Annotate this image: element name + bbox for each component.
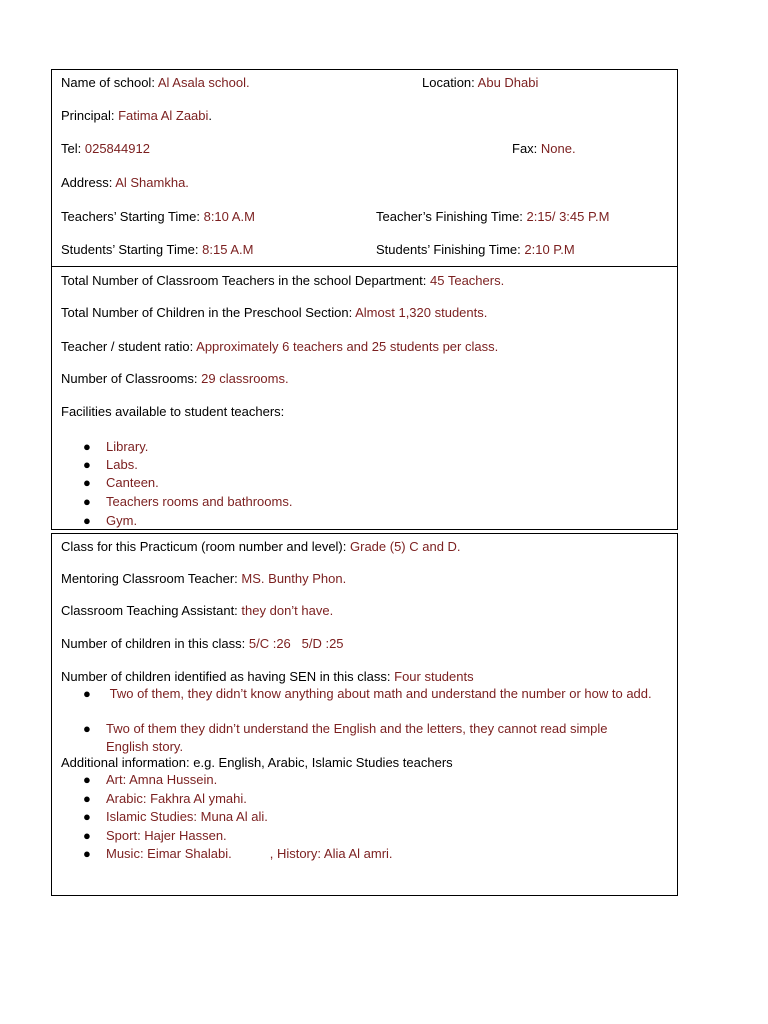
location-value: Abu Dhabi — [477, 75, 539, 90]
total-teachers-field — [61, 273, 504, 289]
fax-field — [512, 141, 576, 157]
teachers-start-field — [61, 209, 255, 225]
principal-value: Fatima Al Zaabi — [118, 108, 209, 123]
teachers-start-value: 8:10 A.M — [203, 209, 255, 224]
bullet-icon: ● — [83, 457, 91, 472]
practicum-info-box — [51, 533, 678, 896]
students-start-label: Students’ Starting Time: — [61, 242, 199, 257]
bullet-icon: ● — [83, 791, 91, 806]
bullet-icon: ● — [83, 513, 91, 528]
ratio-label: Teacher / student ratio: — [61, 339, 194, 354]
school-name-value: Al Asala school. — [157, 75, 250, 90]
teachers-finish-field — [376, 209, 609, 225]
bullet-icon: ● — [83, 809, 91, 824]
class-field — [61, 539, 461, 555]
location-field — [422, 75, 538, 91]
sen-item — [83, 720, 651, 755]
teacher-item — [83, 827, 666, 845]
school-info-box — [51, 69, 678, 267]
teachers-finish-value: 2:15/ 3:45 P.M — [526, 209, 610, 224]
bullet-icon: ● — [83, 721, 91, 736]
classrooms-value: 29 classrooms. — [201, 371, 289, 386]
facility-item — [83, 512, 666, 528]
tel-label: Tel: — [61, 141, 82, 156]
fax-label: Fax: — [512, 141, 538, 156]
assistant-value: they don’t have. — [241, 603, 334, 618]
mentor-label: Mentoring Classroom Teacher: — [61, 571, 238, 586]
facility-labs: Labs. — [106, 457, 138, 472]
ratio-value: Approximately 6 teachers and 25 students per class. — [196, 339, 499, 354]
classrooms-label: Number of Classrooms: — [61, 371, 198, 386]
bullet-icon: ● — [83, 846, 91, 861]
sen-item — [83, 685, 666, 703]
total-children-field — [61, 305, 487, 321]
tel-field — [61, 141, 150, 157]
facility-item — [83, 493, 666, 511]
teacher-islamic: Islamic Studies: Muna Al ali. — [106, 809, 268, 824]
students-finish-field — [376, 242, 575, 258]
total-teachers-value: 45 Teachers. — [430, 273, 505, 288]
teacher-item — [83, 845, 666, 863]
address-value: Al Shamkha. — [115, 175, 189, 190]
bullet-icon: ● — [83, 494, 91, 509]
tel-value: 025844912 — [84, 141, 150, 156]
class-value: Grade (5) C and D. — [350, 539, 461, 554]
fax-value: None. — [540, 141, 576, 156]
sen-label: Number of children identified as having SEN in this class: — [61, 669, 391, 684]
facility-canteen: Canteen. — [106, 475, 159, 490]
teacher-arabic: Arabic: Fakhra Al ymahi. — [106, 791, 247, 806]
facility-library: Library. — [106, 439, 149, 454]
principal-field — [61, 108, 212, 124]
sen-item-text: Two of them they didn’t understand the English and the letters, they cannot read simple English story. — [106, 721, 608, 754]
teacher-item — [83, 790, 666, 808]
facility-item — [83, 438, 666, 456]
address-label: Address: — [61, 175, 113, 190]
bullet-icon: ● — [83, 439, 91, 454]
children-value: 5/C :26 5/D :25 — [248, 636, 344, 651]
principal-label: Principal: — [61, 108, 115, 123]
facility-item — [83, 474, 666, 492]
additional-label: Additional information: e.g. English, Arabic, Islamic Studies teachers — [61, 755, 453, 770]
bullet-icon: ● — [83, 828, 91, 843]
mentor-value: MS. Bunthy Phon. — [241, 571, 347, 586]
facilities-label: Facilities available to student teachers: — [61, 404, 285, 419]
address-field — [61, 175, 189, 191]
class-label: Class for this Practicum (room number and level): — [61, 539, 347, 554]
school-name-label: Name of school: — [61, 75, 155, 90]
students-finish-value: 2:10 P.M — [524, 242, 575, 257]
total-children-value: Almost 1,320 students. — [355, 305, 488, 320]
bullet-icon: ● — [83, 772, 91, 787]
teacher-item — [83, 771, 666, 789]
children-label: Number of children in this class: — [61, 636, 246, 651]
teacher-item — [83, 808, 666, 826]
teacher-music: Music: Eimar Shalabi. — [106, 846, 232, 861]
teacher-art: Art: Amna Hussein. — [106, 772, 218, 787]
assistant-field — [61, 603, 333, 619]
teachers-start-label: Teachers’ Starting Time: — [61, 209, 200, 224]
location-label: Location: — [422, 75, 475, 90]
students-start-field — [61, 242, 253, 258]
classrooms-field — [61, 371, 289, 387]
sen-value: Four students — [394, 669, 474, 684]
sen-item-text: Two of them, they didn’t know anything about math and understand the number or how to add. — [106, 686, 652, 701]
ratio-field — [61, 339, 498, 355]
teacher-history: , History: Alia Al amri. — [269, 846, 393, 861]
school-name-field — [61, 75, 250, 91]
bullet-icon: ● — [83, 686, 91, 701]
students-finish-label: Students’ Finishing Time: — [376, 242, 521, 257]
mentor-field — [61, 571, 346, 587]
assistant-label: Classroom Teaching Assistant: — [61, 603, 238, 618]
bullet-icon: ● — [83, 475, 91, 490]
principal-suffix: . — [208, 108, 213, 123]
total-children-label: Total Number of Children in the Preschool Section: — [61, 305, 353, 320]
facility-gym: Gym. — [106, 513, 138, 528]
teachers-finish-label: Teacher’s Finishing Time: — [376, 209, 523, 224]
children-field — [61, 636, 344, 652]
sen-field — [61, 669, 474, 685]
facility-item — [83, 456, 666, 474]
teacher-sport: Sport: Hajer Hassen. — [106, 828, 227, 843]
department-info-box — [51, 266, 678, 530]
students-start-value: 8:15 A.M — [202, 242, 254, 257]
total-teachers-label: Total Number of Classroom Teachers in the school Department: — [61, 273, 427, 288]
facility-teachers-rooms: Teachers rooms and bathrooms. — [106, 494, 293, 509]
